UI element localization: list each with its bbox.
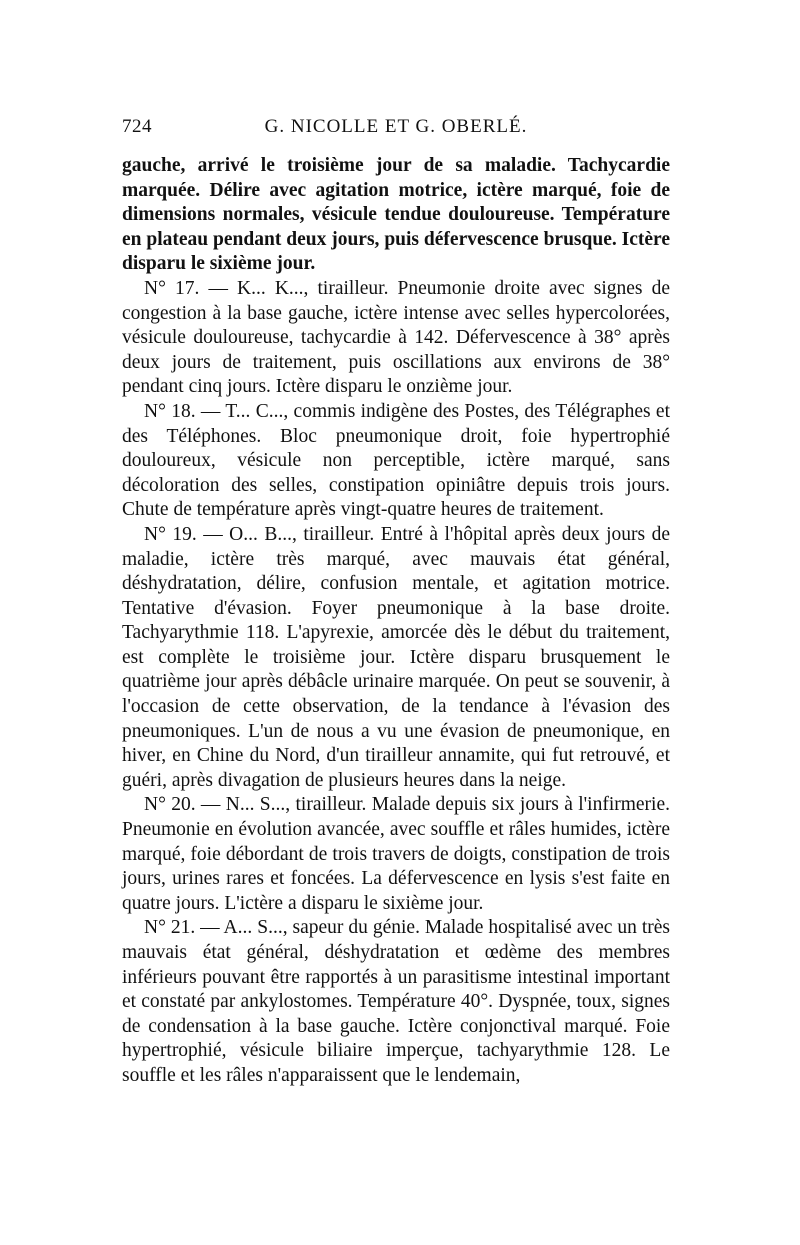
running-head <box>122 112 670 146</box>
paragraph-case-17: N° 17. — K... K..., tirailleur. Pneumonie droite avec signes de congestion à la base gauche, ictère intense avec selles hypercolorées, vésicule douloureuse, tachycardie à 142. Défervescence à 38° après deux jours de traitement, puis oscillations aux environs de 38° pendant cinq jours. Ictère disparu le onzième jour. <box>122 277 670 398</box>
paragraph-continuation: gauche, arrivé le troisième jour de sa maladie. Tachycardie marquée. Délire avec agitation motrice, ictère marqué, foie de dimensions normales, vésicule tendue douloureuse. Température en plateau pendant deux jours, puis défervescence brusque. Ictère disparu le sixième jour. <box>122 155 670 275</box>
running-head-title: G. NICOLLE ET G. OBERLÉ. <box>264 116 528 137</box>
paragraph-case-18: N° 18. — T... C..., commis indigène des Postes, des Télégraphes et des Téléphones. Bloc pneumonique droit, foie hypertrophié douloureux, vésicule non perceptible, ictère marqué, sans décoloration des selles, constipation opiniâtre depuis trois jours. Chute de température après vingt-quatre heures de traitement. <box>122 400 670 521</box>
paragraph-case-20: N° 20. — N... S..., tirailleur. Malade depuis six jours à l'infirmerie. Pneumonie en évolution avancée, avec souffle et râles humides, ictère marqué, foie débordant de trois travers de doigts, constipation de trois jours, urines rares et foncées. La défervescence en lysis s'est faite en quatre jours. L'ictère a disparu le sixième jour. <box>122 794 670 914</box>
paragraph-case-19: N° 19. — O... B..., tirailleur. Entré à l'hôpital après deux jours de maladie, ictère très marqué, avec mauvais état général, déshydratation, délire, confusion mentale, et agitation motrice. Tentative d'évasion. Foyer pneumonique à la base droite. Tachyarythmie 118. L'apyrexie, amorcée dès le début du traitement, est complète le troisième jour. Ictère disparu brusquement le quatrième jour après débâcle urinaire marquée. On peut se souvenir, à l'occasion de cette observation, de la tendance à l'évasion des pneumoniques. L'un de nous a vu une évasion de pneumonique, en hiver, en Chine du Nord, d'un tirailleur annamite, qui fut retrouvé, et guéri, après divagation de plusieurs heures dans la neige. <box>122 523 670 791</box>
page-number: 724 <box>122 116 152 137</box>
paragraph-case-21: N° 21. — A... S..., sapeur du génie. Malade hospitalisé avec un très mauvais état général, déshydratation et œdème des membres inférieurs pouvant être rapportés à un parasitisme intestinal important et constaté par ankylostomes. Température 40°. Dyspnée, toux, signes de condensation à la base gauche. Ictère conjonctival marqué. Foie hypertrophié, vésicule biliaire imperçue, tachyarythmie 128. Le souffle et les râles n'apparaissent que le lendemain, <box>122 917 670 1086</box>
page <box>122 112 670 1089</box>
body-text <box>122 154 670 1089</box>
